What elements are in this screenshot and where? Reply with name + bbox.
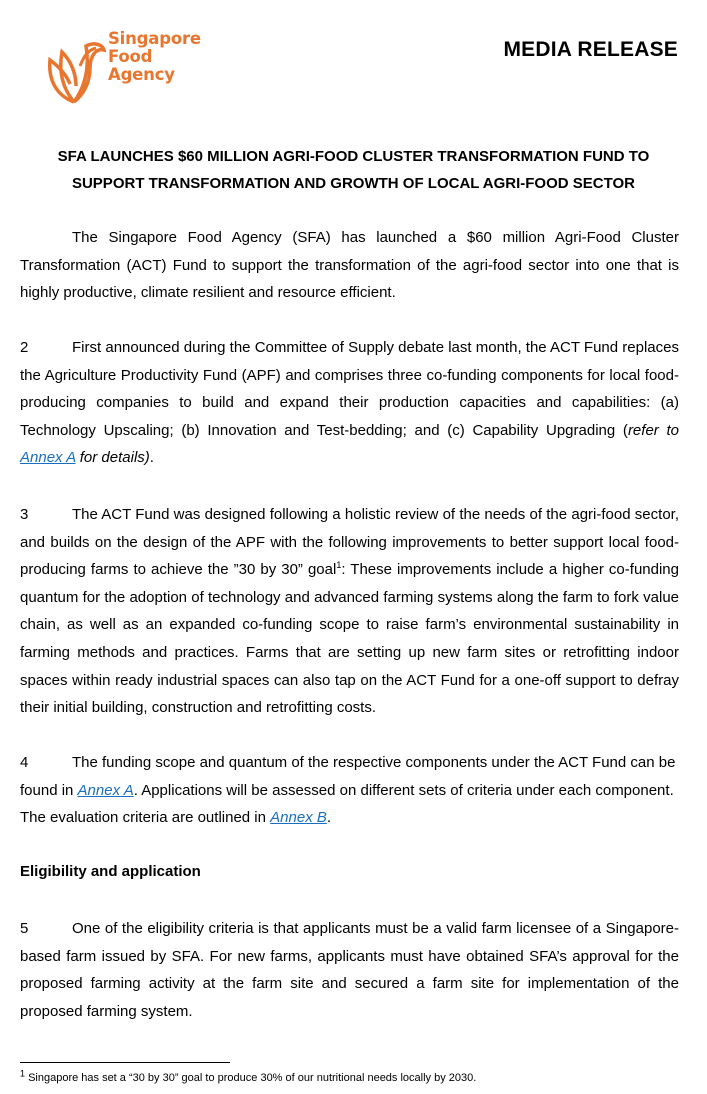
headline xyxy=(20,143,687,197)
logo-line-1: Singapore xyxy=(108,29,201,48)
paragraph-4-text-a: The funding scope and quantum of the respective components under the ACT Fund can be found in xyxy=(20,754,676,799)
paragraph-3 xyxy=(20,501,679,722)
logo-line-2: Food xyxy=(108,47,153,66)
footnote-text: Singapore has set a “30 by 30” goal to produce 30% of our nutritional needs locally by 2030. xyxy=(25,1072,477,1084)
footnote-divider xyxy=(20,1062,230,1063)
paragraph-number: 2 xyxy=(20,339,29,356)
paragraph-4-text-c: . xyxy=(326,809,332,827)
section-heading: Eligibility and application xyxy=(20,863,201,880)
annex-a-link[interactable]: Annex A xyxy=(20,449,76,467)
paragraph-3-text-b: : These improvements include a higher co-funding quantum for the adoption of technology and advanced farming systems along the farm to fork value chain, as well as an expanded co-funding scope to raise farm’s environmental sustainability in farming methods and practices. Farms that are setting up new farm sites or retrofitting indoor spaces within ready industrial spaces can also tap on the ACT Fund for a one-off support to defray their initial building, construction and retrofitting costs. xyxy=(20,561,679,717)
paragraph-number: 4 xyxy=(20,754,29,771)
details-text: for details) xyxy=(75,449,150,467)
paragraph-4 xyxy=(20,749,679,832)
footnote-ref: 1 xyxy=(336,560,342,571)
footnote-marker: 1 xyxy=(20,1068,26,1079)
paragraph-1 xyxy=(20,224,679,307)
paragraph-2-text: First announced during the Committee of Supply debate last month, the ACT Fund replaces the Agriculture Productivity Fund (APF) and comprises three co-funding components for local food-producing companies to build and expand their production capacities and capabilities: (a) Technology Upscaling; (b) Innovation and Test-bedding; and (c) Capability Upgrading ( xyxy=(20,339,679,439)
paragraph-2 xyxy=(20,334,679,472)
paragraph-5-text: One of the eligibility criteria is that applicants must be a valid farm licensee of a Singapore-based farm issued by SFA. For new farms, applicants must have obtained SFA’s approval for the proposed farming activity at the farm site and secured a farm site for implementation of the proposed farming system. xyxy=(20,920,679,1020)
annex-a-link[interactable]: Annex A xyxy=(77,781,134,799)
paragraph-5 xyxy=(20,915,679,1025)
leaf-logo-icon xyxy=(44,30,106,106)
logo-line-3: Agency xyxy=(108,65,175,84)
paragraph-4-text-b: . Applications will be assessed on different sets of criteria under each component. The evaluation criteria are outlined in xyxy=(20,781,674,827)
paragraph-number: 5 xyxy=(20,920,29,937)
footnote xyxy=(20,1068,477,1084)
sfa-logo xyxy=(44,28,214,108)
paragraph-number: 3 xyxy=(20,506,29,523)
refer-text: refer to xyxy=(627,421,679,439)
annex-b-link[interactable]: Annex B xyxy=(270,809,327,827)
paragraph-2-end: . xyxy=(149,449,154,467)
paragraph-3-text-a: The ACT Fund was designed following a holistic review of the needs of the agri-food sector, and builds on the design of the APF with the following improvements to better support local food-producing farms to achieve the ”30 by 30” goal xyxy=(20,506,679,579)
media-release-title: MEDIA RELEASE xyxy=(503,38,678,61)
headline-line-1: SFA LAUNCHES $60 MILLION AGRI-FOOD CLUSTER TRANSFORMATION FUND TO xyxy=(57,148,650,165)
headline-line-2: SUPPORT TRANSFORMATION AND GROWTH OF LOCAL AGRI-FOOD SECTOR xyxy=(71,175,636,192)
paragraph-1-text: The Singapore Food Agency (SFA) has launched a $60 million Agri-Food Cluster Transformation (ACT) Fund to support the transformation of the agri-food sector into one that is highly productive, climate resilient and resource efficient. xyxy=(20,229,679,302)
